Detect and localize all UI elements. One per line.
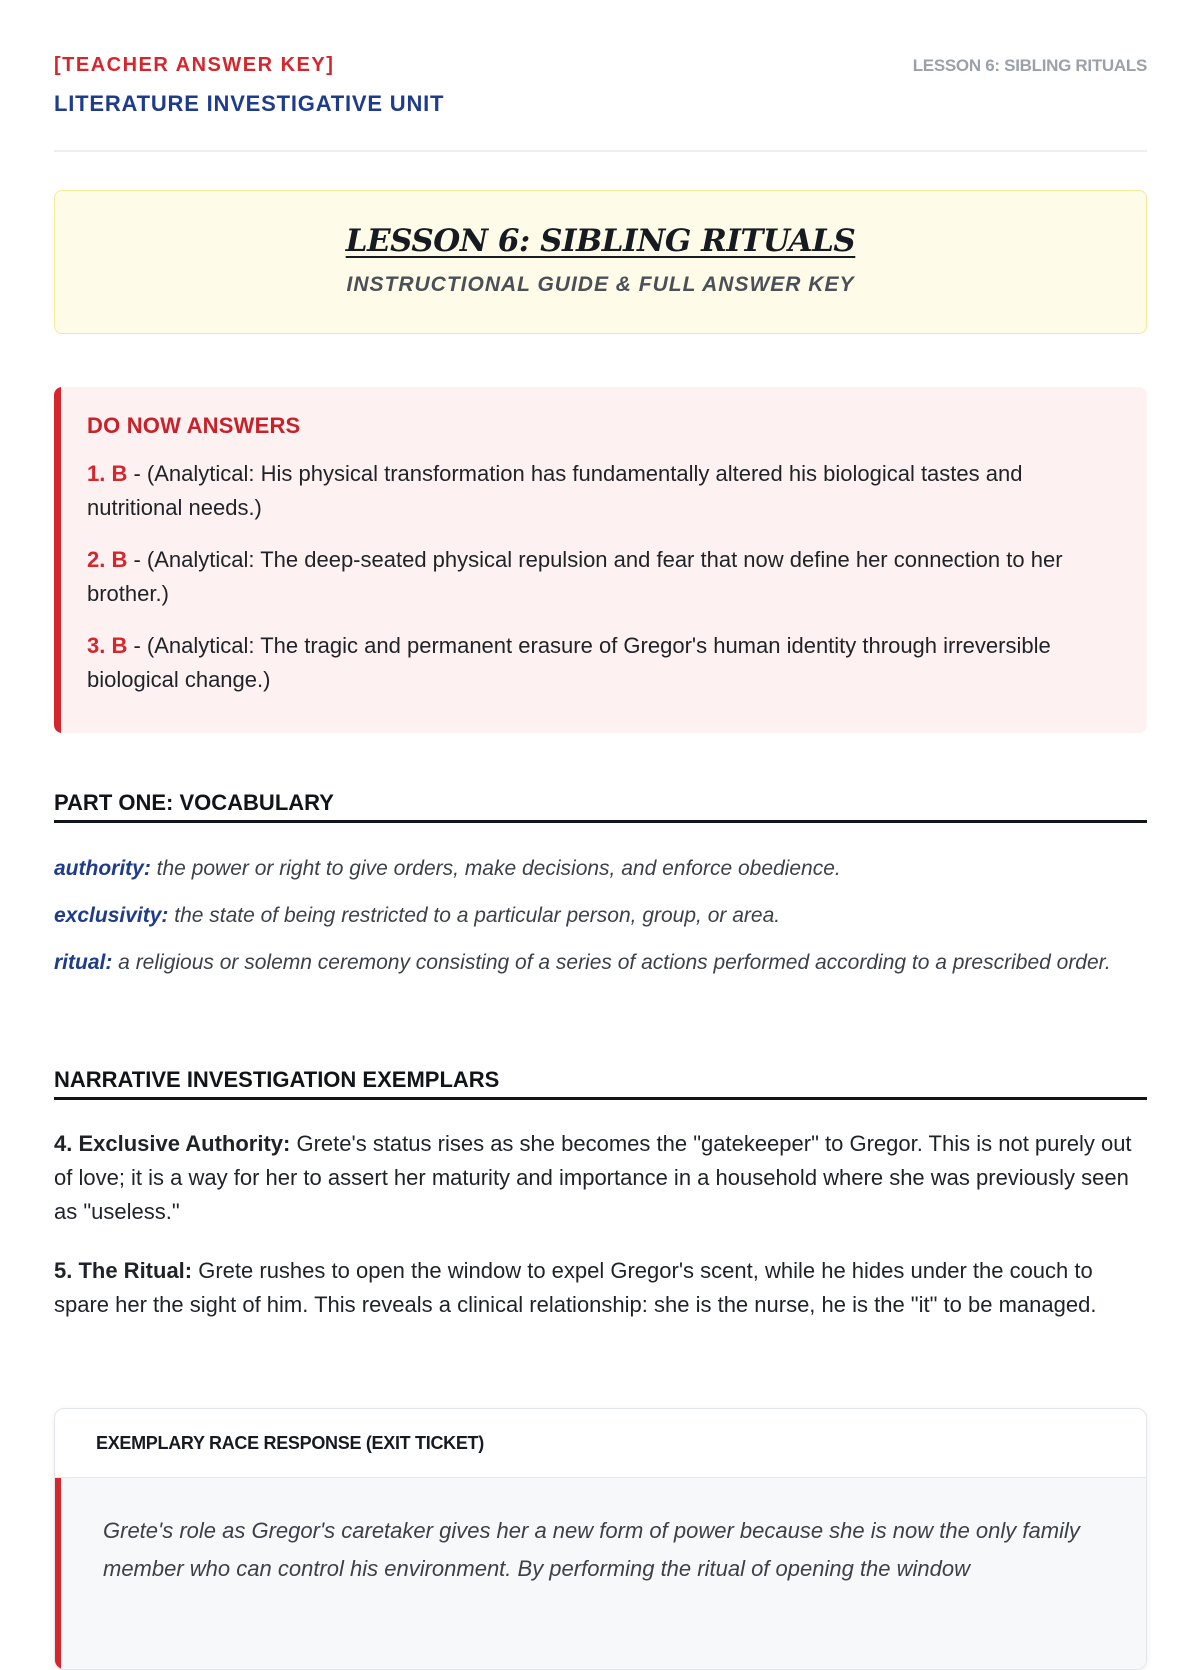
vocab-definition: the state of being restricted to a particular person, group, or area. bbox=[168, 904, 781, 927]
unit-title: LITERATURE INVESTIGATIVE UNIT bbox=[54, 91, 445, 116]
vocab-term: exclusivity: bbox=[54, 904, 169, 927]
answer-text: - (Analytical: The deep-seated physical repulsion and fear that now define her connection to her brother.) bbox=[87, 547, 1063, 606]
answer-number: 2. B bbox=[87, 547, 128, 572]
vocab-definition: the power or right to give orders, make decisions, and enforce obedience. bbox=[150, 857, 841, 880]
exemplar-item bbox=[54, 1127, 1147, 1229]
race-card-body bbox=[55, 1478, 1146, 1670]
narrative-exemplars bbox=[54, 1127, 1147, 1347]
teacher-key-label: [TEACHER ANSWER KEY] bbox=[54, 54, 335, 76]
vocabulary-heading: PART ONE: VOCABULARY bbox=[54, 790, 1147, 823]
do-now-answer bbox=[87, 457, 1119, 525]
vocab-term: authority: bbox=[54, 857, 151, 880]
vocabulary-item bbox=[54, 852, 1147, 885]
vocabulary-list bbox=[54, 852, 1147, 993]
exemplar-text: Grete rushes to open the window to expel Gregor's scent, while he hides under the couch to spare her the sight of him. This reveals a clinical relationship: she is the nurse, he is the "it" to be managed. bbox=[54, 1258, 1097, 1317]
answer-number: 3. B bbox=[87, 633, 128, 658]
race-heading: EXEMPLARY RACE RESPONSE (EXIT TICKET) bbox=[96, 1433, 484, 1453]
do-now-answers-box bbox=[54, 387, 1147, 733]
vocab-term: ritual: bbox=[54, 951, 113, 974]
do-now-answer bbox=[87, 543, 1119, 611]
vocab-definition: a religious or solemn ceremony consisting of a series of actions performed according to a prescribed order. bbox=[112, 951, 1111, 974]
worksheet-page bbox=[54, 0, 1147, 1581]
do-now-accent-bar bbox=[54, 387, 61, 733]
do-now-answer bbox=[87, 629, 1119, 697]
lesson-title: LESSON 6: SIBLING RITUALS bbox=[345, 223, 856, 259]
lesson-title-box bbox=[54, 190, 1147, 334]
exemplar-label: 5. The Ritual: bbox=[54, 1258, 193, 1283]
vocabulary-item bbox=[54, 899, 1147, 932]
exemplar-item bbox=[54, 1254, 1147, 1322]
race-card-header bbox=[55, 1409, 1146, 1478]
lesson-subtitle: INSTRUCTIONAL GUIDE & FULL ANSWER KEY bbox=[346, 273, 855, 296]
do-now-heading: DO NOW ANSWERS bbox=[87, 413, 301, 438]
exemplar-label: 4. Exclusive Authority: bbox=[54, 1131, 291, 1156]
race-response-text: Grete's role as Gregor's caretaker gives her a new form of power because she is now the only family member who can control his environment. By performing the ritual of opening the window bbox=[103, 1518, 1080, 1581]
narrative-heading: NARRATIVE INVESTIGATION EXEMPLARS bbox=[54, 1067, 1147, 1100]
lesson-tag: LESSON 6: SIBLING RITUALS bbox=[912, 56, 1147, 75]
answer-text: - (Analytical: His physical transformation has fundamentally altered his biological tastes and nutritional needs.) bbox=[87, 461, 1023, 520]
page-header bbox=[54, 0, 1147, 152]
vocabulary-item bbox=[54, 946, 1147, 979]
answer-number: 1. B bbox=[87, 461, 128, 486]
answer-text: - (Analytical: The tragic and permanent erasure of Gregor's human identity through irreversible biological change.) bbox=[87, 633, 1051, 692]
race-response-card bbox=[54, 1408, 1147, 1670]
exemplar-text: Grete's status rises as she becomes the "gatekeeper" to Gregor. This is not purely out of love; it is a way for her to assert her maturity and importance in a household where she was previously seen as "useless." bbox=[54, 1131, 1132, 1224]
race-accent-bar bbox=[55, 1478, 61, 1670]
